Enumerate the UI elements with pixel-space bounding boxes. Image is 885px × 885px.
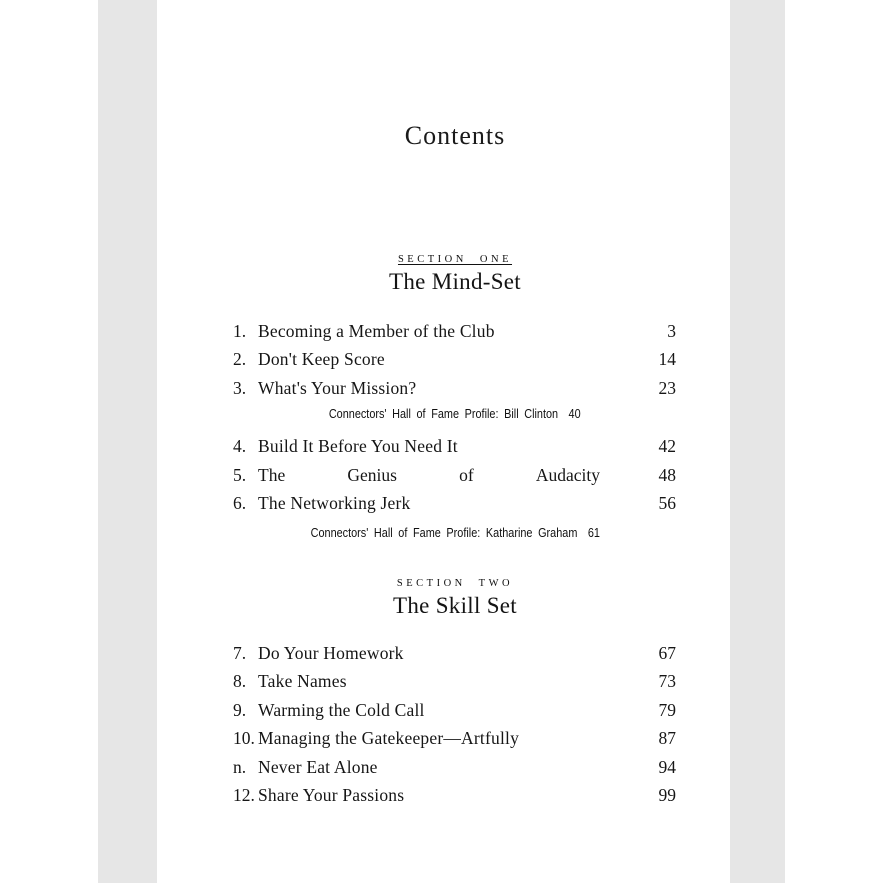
chapter-title: Don't Keep Score [258, 349, 385, 369]
chapter-title: Never Eat Alone [258, 757, 378, 777]
chapter-number: 1. [233, 321, 247, 341]
chapter-page: 23 [658, 378, 676, 398]
chapter-word: Genius [347, 465, 397, 485]
chapter-title: Build It Before You Need It [258, 436, 458, 456]
chapter-number: 2. [233, 349, 247, 369]
table-row [233, 643, 676, 663]
chapter-page: 42 [658, 436, 676, 456]
chapter-number: 5. [233, 465, 247, 485]
chapter-number: n. [233, 757, 247, 777]
profile-text: Connectors' Hall of Fame Profile: Bill Clinton [329, 407, 559, 421]
profile-page: 61 [587, 526, 600, 540]
chapter-word: Audacity [535, 465, 600, 485]
chapter-title: The Networking Jerk [258, 493, 411, 513]
chapter-number: 8. [233, 671, 247, 691]
chapter-title: Warming the Cold Call [258, 700, 425, 720]
chapter-number: 6. [233, 493, 247, 513]
chapter-page: 87 [658, 728, 676, 748]
section-two-label: SECTION TWO [396, 578, 514, 589]
table-row [233, 671, 676, 691]
section-one-label: SECTION ONE [397, 254, 513, 265]
section-one-title: The Mind-Set [389, 269, 521, 294]
chapter-page: 48 [658, 465, 676, 485]
table-row [233, 700, 676, 720]
chapter-number: 3. [233, 378, 247, 398]
chapter-page: 56 [658, 493, 676, 513]
chapter-number: 7. [233, 643, 247, 663]
right-margin-band [730, 0, 785, 883]
table-row [233, 728, 676, 748]
profile-page: 40 [568, 407, 581, 421]
chapter-word: of [459, 465, 474, 485]
chapter-page: 73 [658, 671, 676, 691]
chapter-page: 67 [658, 643, 676, 663]
section-two-title: The Skill Set [392, 593, 517, 618]
profile-line [180, 526, 730, 540]
profile-text: Connectors' Hall of Fame Profile: Katharine Graham [310, 526, 578, 540]
chapter-page: 94 [658, 757, 676, 777]
chapter-title: What's Your Mission? [258, 378, 417, 398]
chapter-number: 12. [233, 785, 255, 805]
table-row [233, 321, 676, 341]
table-row [233, 465, 676, 485]
table-row [233, 378, 676, 398]
table-row [233, 493, 676, 513]
chapter-number: 4. [233, 436, 247, 456]
left-margin-band [98, 0, 157, 883]
table-row [233, 757, 676, 777]
chapter-title: Becoming a Member of the Club [258, 321, 495, 341]
chapter-title: Share Your Passions [258, 785, 405, 805]
profile-line [180, 407, 730, 421]
chapter-title: Take Names [258, 671, 347, 691]
page-title: Contents [404, 121, 506, 150]
chapter-title [258, 465, 600, 485]
chapter-title: Managing the Gatekeeper—Artfully [258, 728, 520, 748]
chapter-word: The [258, 465, 286, 485]
chapter-page: 3 [667, 321, 676, 341]
chapter-number: 10. [233, 728, 255, 748]
chapter-number: 9. [233, 700, 247, 720]
chapter-page: 79 [658, 700, 676, 720]
chapter-page: 14 [658, 349, 676, 369]
chapter-page: 99 [658, 785, 676, 805]
table-row [233, 785, 676, 805]
chapter-title: Do Your Homework [258, 643, 404, 663]
table-row [233, 349, 676, 369]
table-row [233, 436, 676, 456]
